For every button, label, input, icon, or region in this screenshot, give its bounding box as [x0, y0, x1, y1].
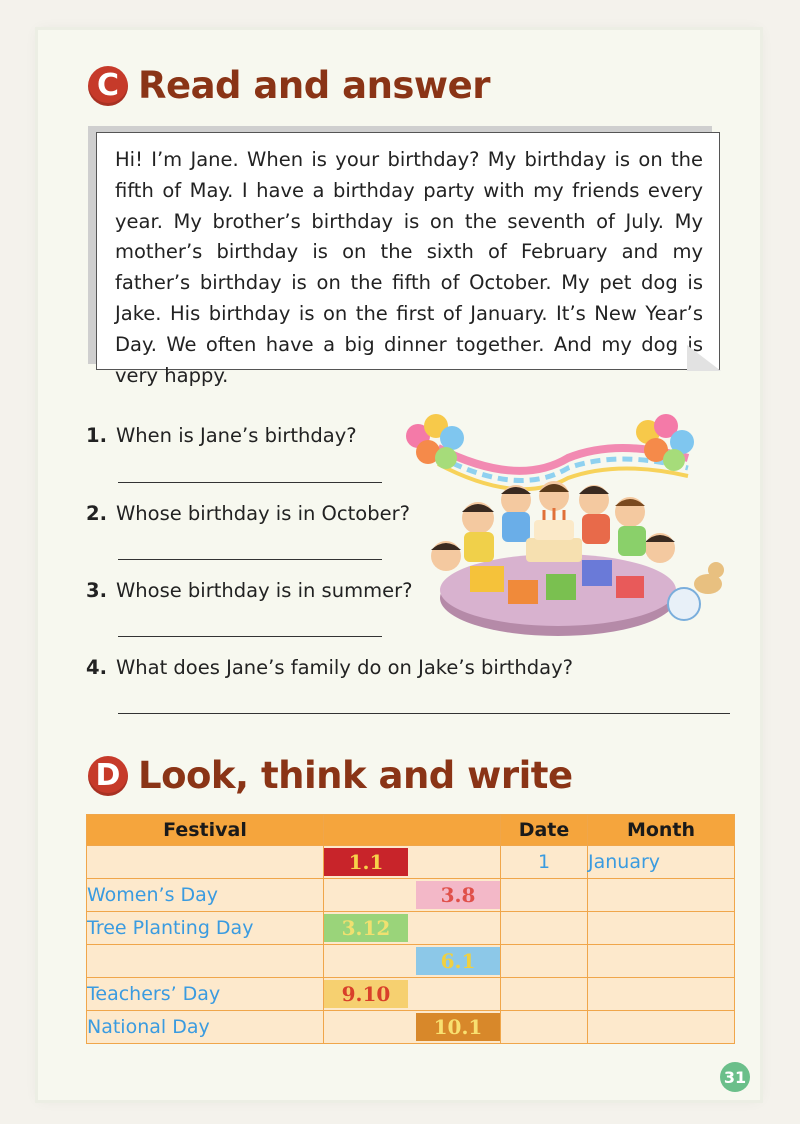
header-picture	[324, 815, 501, 846]
table-row	[87, 846, 735, 879]
question-text: What does Jane’s family do on Jake’s birthday?	[116, 656, 573, 679]
table-row	[87, 912, 735, 945]
question-text: When is Jane’s birthday?	[116, 424, 357, 447]
date-cell[interactable]	[501, 1011, 588, 1044]
section-c-title: Read and answer	[138, 64, 490, 107]
month-cell[interactable]: January	[588, 846, 735, 879]
answer-line-1[interactable]	[118, 482, 382, 483]
section-d-title: Look, think and write	[138, 754, 573, 797]
national-day-picture: 10.1	[416, 1013, 500, 1041]
table-header-row	[87, 815, 735, 846]
question-number: 4.	[86, 656, 107, 679]
page-number: 31	[720, 1062, 750, 1092]
festival-cell[interactable]	[87, 945, 324, 978]
question-number: 3.	[86, 579, 107, 602]
date-cell[interactable]	[501, 879, 588, 912]
answer-line-4[interactable]	[118, 713, 730, 714]
question-4	[86, 656, 573, 679]
header-month: Month	[588, 815, 735, 846]
reading-passage-box	[96, 132, 720, 387]
date-cell[interactable]	[501, 912, 588, 945]
header-festival: Festival	[87, 815, 324, 846]
question-2	[86, 502, 410, 525]
date-cell[interactable]: 1	[501, 846, 588, 879]
date-cell[interactable]	[501, 945, 588, 978]
month-cell[interactable]	[588, 1011, 735, 1044]
answer-line-3[interactable]	[118, 636, 382, 637]
festival-cell[interactable]: Teachers’ Day	[87, 978, 324, 1011]
childrens-day-picture: 6.1	[416, 947, 500, 975]
page-curl-icon	[687, 345, 721, 371]
date-cell[interactable]	[501, 978, 588, 1011]
reading-passage-text: Hi! I’m Jane. When is your birthday? My birthday is on the fifth of May. I have a birthday party with my friends every year. My brother’s birthday is on the seventh of July. My mother’s birthday is on the sixth of February and my father’s birthday is on the fifth of October. My pet dog is Jake. His birthday is on the first of January. It’s New Year’s Day. We often have a big dinner together. And my dog is very happy.	[115, 148, 703, 387]
section-c-heading	[88, 64, 490, 107]
festival-cell[interactable]: Women’s Day	[87, 879, 324, 912]
answer-line-2[interactable]	[118, 559, 382, 560]
table-row	[87, 879, 735, 912]
section-c-badge: C	[88, 66, 128, 106]
birthday-party-illustration	[398, 408, 728, 648]
picture-cell	[324, 945, 501, 978]
picture-cell	[324, 1011, 501, 1044]
picture-cell	[324, 912, 501, 945]
question-text: Whose birthday is in summer?	[116, 579, 413, 602]
festival-cell[interactable]: Tree Planting Day	[87, 912, 324, 945]
question-3	[86, 579, 412, 602]
new-year-picture: 1.1	[324, 848, 408, 876]
picture-cell	[324, 978, 501, 1011]
month-cell[interactable]	[588, 945, 735, 978]
month-cell[interactable]	[588, 879, 735, 912]
festival-cell[interactable]: National Day	[87, 1011, 324, 1044]
question-text: Whose birthday is in October?	[116, 502, 410, 525]
section-d-heading	[88, 754, 573, 797]
picture-cell	[324, 846, 501, 879]
question-number: 1.	[86, 424, 107, 447]
festival-cell[interactable]	[87, 846, 324, 879]
question-1	[86, 424, 357, 447]
tree-planting-picture: 3.12	[324, 914, 408, 942]
table-row	[87, 1011, 735, 1044]
header-date: Date	[501, 815, 588, 846]
festival-table	[86, 814, 735, 1044]
month-cell[interactable]	[588, 912, 735, 945]
table-row	[87, 945, 735, 978]
womens-day-picture: 3.8	[416, 881, 500, 909]
month-cell[interactable]	[588, 978, 735, 1011]
teachers-day-picture: 9.10	[324, 980, 408, 1008]
picture-cell	[324, 879, 501, 912]
table-row	[87, 978, 735, 1011]
question-number: 2.	[86, 502, 107, 525]
section-d-badge: D	[88, 756, 128, 796]
